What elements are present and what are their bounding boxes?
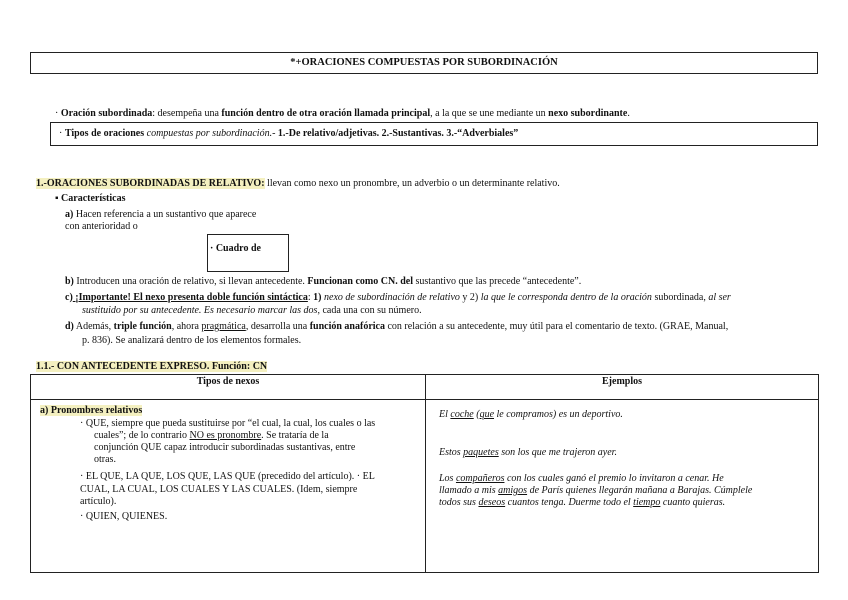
tipos-box: · Tipos de oraciones compuestas por subordinación.- 1.-De relativo/adjetivas. 2.-Sustantivas. 3.-“Adverbiales”: [50, 122, 818, 146]
item-c: c) ¡Importante! El nexo presenta doble función sintáctica: 1) nexo de subordinación de relativo y 2) la que le corresponda dentro de la oración subordinada, al ser: [65, 292, 731, 303]
el-que-line-1: · EL QUE, LA QUE, LOS QUE, LAS QUE (precedido del artículo). · EL: [80, 471, 375, 482]
que-line-1: · QUE, siempre que pueda sustituirse por “el cual, la cual, los cuales o las: [80, 418, 376, 429]
table-row: [31, 400, 819, 573]
que-line-4: otras.: [94, 454, 116, 465]
caracteristicas-item: ▪ Características: [55, 193, 126, 204]
cuadro-box: · Cuadro de: [207, 234, 289, 272]
item-d: d) Además, triple función, ahora pragmática, desarrolla una función anafórica con relación a su antecedente, muy útil para el comentario de texto. (GRAE, Manual,: [65, 321, 729, 332]
el-que-line-3: artículo).: [80, 496, 117, 507]
table-header-row: [31, 375, 819, 400]
intro-definition: · Oración subordinada: desempeña una función dentro de otra oración llamada principal, a la que se une mediante un nexo subordinante.: [55, 108, 630, 119]
el-que-line-2: CUAL, LA CUAL, LOS CUALES Y LAS CUALES. (Idem, siempre: [80, 484, 358, 495]
tipos-cell: [31, 400, 426, 573]
ejemplos-cell: [426, 400, 819, 573]
page-title: *+ORACIONES COMPUESTAS POR SUBORDINACIÓN: [30, 52, 818, 74]
example-1: El coche (que le compramos) es un deportivo.: [439, 409, 623, 420]
column-header-ejemplos: Ejemplos: [426, 375, 819, 400]
example-3-line-3: todos sus deseos cuantos tenga. Duerme todo el tiempo cuanto quieras.: [439, 497, 726, 508]
item-c-cont: sustituido por su antecedente. Es necesario marcar las dos, cada una con su número.: [82, 305, 422, 316]
pronombres-subhead: a) Pronombres relativos: [40, 405, 143, 416]
nexos-table: [30, 374, 819, 573]
column-header-tipos: Tipos de nexos: [31, 375, 426, 400]
example-2: Estos paquetes son los que me trajeron ayer.: [439, 447, 617, 458]
item-b: b) Introducen una oración de relativo, si llevan antecedente. Funcionan como CN. del sustantivo que las precede “antecedente”.: [65, 276, 582, 287]
que-line-3: conjunción QUE capaz introducir subordinadas sustantivas, entre: [94, 442, 356, 453]
section-1-heading: 1.-ORACIONES SUBORDINADAS DE RELATIVO: llevan como nexo un pronombre, un adverbio o un determinante relativo.: [36, 178, 560, 189]
que-line-2: cuales”; de lo contrario NO es pronombre. Se trataría de la: [94, 430, 329, 441]
item-d-cont: p. 836). Se analizará dentro de los elementos formales.: [82, 335, 302, 346]
quien-line: · QUIEN, QUIENES.: [80, 511, 168, 522]
section-1-1-heading: 1.1.- CON ANTECEDENTE EXPRESO. Función: CN: [36, 361, 268, 372]
example-3-line-1: Los compañeros con los cuales ganó el premio lo invitaron a cenar. He: [439, 473, 724, 484]
example-3-line-2: llamado a mis amigos de París quienes llegarán mañana a Barajas. Cúmplele: [439, 485, 753, 496]
item-a-cont: con anterioridad o: [65, 221, 138, 232]
item-a: a) Hacen referencia a un sustantivo que aparece: [65, 209, 257, 220]
bullet-icon: ▪: [55, 193, 59, 204]
